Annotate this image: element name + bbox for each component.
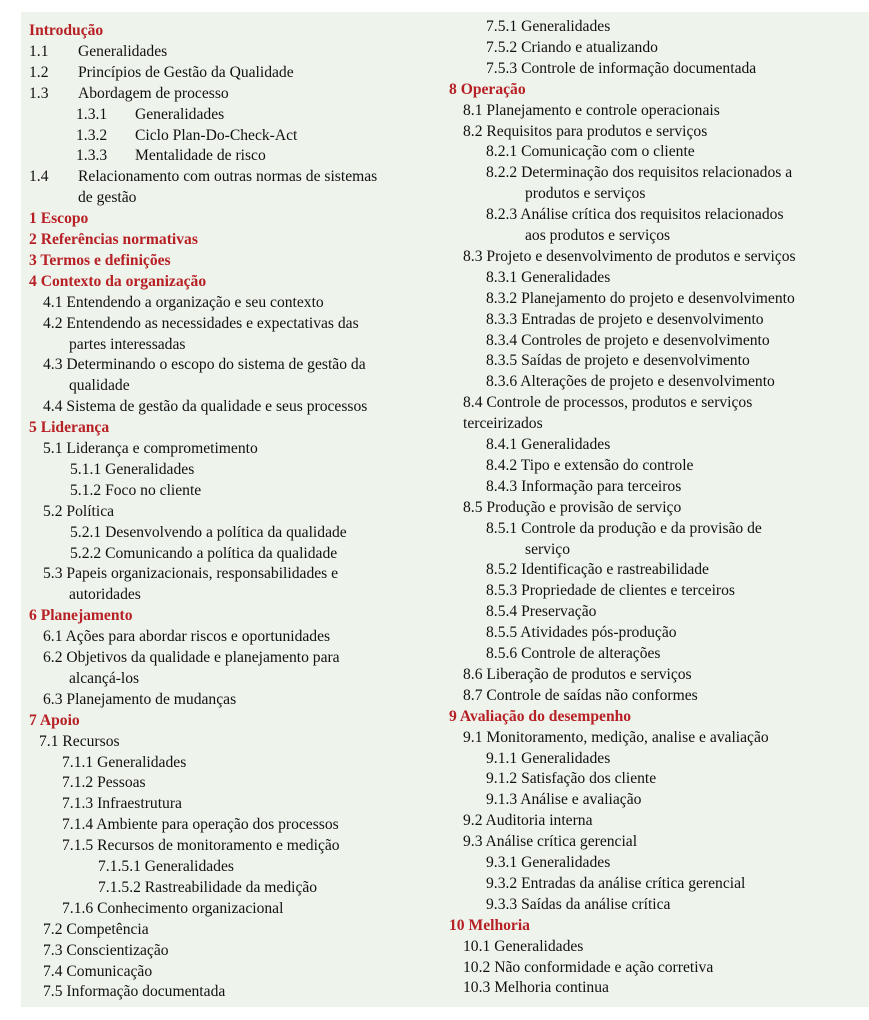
- toc-entry: 8.5.4 Preservação: [486, 603, 597, 621]
- toc-entry: 9.3.1 Generalidades: [486, 854, 611, 871]
- toc-entry: 8.3.2 Planejamento do projeto e desenvolvimento: [486, 289, 795, 307]
- toc-entry: [76, 145, 266, 166]
- toc-entry: 10.1 Generalidades: [463, 937, 584, 955]
- toc-entry: 4.3 Determinando o escopo do sistema de gestão da: [43, 356, 366, 374]
- toc-entry: 8.5.6 Controle de alterações: [486, 645, 661, 662]
- toc-entry: 8.3.4 Controles de projeto e desenvolvimento: [486, 331, 770, 349]
- section-heading: Introdução: [29, 22, 104, 39]
- toc-entry: 7.1 Recursos: [39, 732, 120, 750]
- section-heading: 6 Planejamento: [29, 607, 133, 625]
- toc-entry: 7.5.3 Controle de informação documentada: [486, 59, 757, 77]
- toc-entry: [29, 41, 167, 62]
- toc-entry: [29, 83, 229, 104]
- section-heading: 8 Operação: [449, 80, 526, 98]
- toc-entry-number: 1.1: [29, 42, 49, 60]
- toc-entry-number: 1.4: [29, 168, 49, 186]
- toc-entry-number: 1.3.1: [76, 105, 108, 123]
- toc-entry: 5.1.1 Generalidades: [70, 460, 195, 478]
- toc-entry: 10.2 Não conformidade e ação corretiva: [463, 958, 714, 976]
- toc-entry: 7.1.5.2 Rastreabilidade da medição: [98, 878, 318, 896]
- toc-entry: 7.1.4 Ambiente para operação dos processos: [62, 816, 339, 834]
- toc-entry: 4.1 Entendendo a organização e seu contexto: [43, 293, 324, 311]
- toc-entry: 8.2.2 Determinação dos requisitos relacionados a: [486, 164, 793, 182]
- toc-entry: 9.1.1 Generalidades: [486, 749, 611, 767]
- section-heading: 9 Avaliação do desempenho: [449, 707, 632, 725]
- toc-entry-label: Ciclo Plan-Do-Check-Act: [135, 126, 298, 144]
- toc-entry: 9.3.3 Saídas da análise crítica: [486, 895, 671, 913]
- toc-entry: 5.3 Papeis organizacionais, responsabilidades e: [43, 565, 339, 583]
- toc-entry: 8.4.2 Tipo e extensão do controle: [486, 456, 694, 474]
- toc-entry: 8.3.1 Generalidades: [486, 268, 611, 286]
- toc-entry: 8.5.3 Propriedade de clientes e terceiros: [486, 582, 735, 600]
- toc-entry-continuation: produtos e serviços: [525, 185, 646, 203]
- toc-entry: 5.1 Liderança e comprometimento: [43, 440, 258, 457]
- toc-entry-number: 1.3.3: [76, 147, 108, 165]
- toc-entry: 8.7 Controle de saídas não conformes: [463, 686, 698, 704]
- toc-entry: 8.3.6 Alterações de projeto e desenvolvimento: [486, 373, 775, 391]
- toc-entry: 8.4.3 Informação para terceiros: [486, 477, 682, 495]
- toc-entry-continuation: terceirizados: [463, 415, 543, 433]
- toc-entry: 9.1.2 Satisfação dos cliente: [486, 770, 657, 788]
- toc-entry-continuation: aos produtos e serviços: [525, 227, 671, 244]
- toc-entry: 8.6 Liberação de produtos e serviços: [463, 665, 692, 683]
- toc-entry: 8.3.3 Entradas de projeto e desenvolvimento: [486, 310, 764, 328]
- toc-entry: 6.1 Ações para abordar riscos e oportunidades: [43, 628, 331, 646]
- toc-entry: 8.3.5 Saídas de projeto e desenvolvimento: [486, 352, 750, 370]
- toc-entry: 8.2.3 Análise crítica dos requisitos relacionados: [486, 206, 784, 224]
- toc-page: [21, 12, 869, 1007]
- toc-entry-continuation: de gestão: [78, 189, 137, 207]
- toc-entry: [76, 104, 224, 125]
- toc-entry: 5.1.2 Foco no cliente: [70, 481, 202, 499]
- section-heading: 7 Apoio: [29, 711, 80, 729]
- toc-entry-number: 1.3: [29, 84, 49, 102]
- toc-entry: 7.1.2 Pessoas: [62, 774, 146, 792]
- toc-entry: 5.2.2 Comunicando a política da qualidade: [70, 544, 338, 562]
- toc-entry: 4.4 Sistema de gestão da qualidade e seus processos: [43, 398, 368, 416]
- toc-entry: 8.2.1 Comunicação com o cliente: [486, 143, 695, 161]
- toc-entry: 6.3 Planejamento de mudanças: [43, 690, 237, 708]
- toc-entry: 7.2 Competência: [43, 920, 149, 938]
- toc-entry: 7.1.3 Infraestrutura: [62, 795, 182, 813]
- toc-entry-continuation: alcançá-los: [69, 669, 140, 687]
- toc-entry: 4.2 Entendendo as necessidades e expectativas das: [43, 314, 359, 332]
- toc-entry-label: Princípios de Gestão da Qualidade: [78, 63, 294, 81]
- toc-entry: [76, 125, 297, 146]
- toc-entry: 7.5 Informação documentada: [43, 983, 226, 1001]
- toc-entry: 7.3 Conscientização: [43, 941, 169, 959]
- toc-entry-label: Generalidades: [135, 105, 225, 123]
- toc-entry: 7.1.1 Generalidades: [62, 753, 187, 771]
- toc-entry: 7.1.5.1 Generalidades: [98, 858, 234, 875]
- section-heading: 3 Termos e definições: [29, 251, 171, 269]
- toc-entry-continuation: autoridades: [69, 586, 141, 604]
- toc-entry: 9.3.2 Entradas da análise crítica gerencial: [486, 874, 746, 892]
- toc-entry-label: Abordagem de processo: [78, 84, 229, 102]
- toc-entry: 9.3 Análise crítica gerencial: [463, 833, 638, 851]
- toc-entry: 7.5.2 Criando e atualizando: [486, 38, 658, 56]
- toc-entry-continuation: serviço: [525, 540, 571, 558]
- section-heading: 2 Referências normativas: [29, 231, 198, 248]
- toc-entry: 7.1.5 Recursos de monitoramento e medição: [62, 837, 340, 855]
- toc-entry: 7.5.1 Generalidades: [486, 18, 611, 35]
- toc-entry-number: 1.3.2: [76, 126, 108, 144]
- toc-entry-label: Mentalidade de risco: [135, 147, 266, 165]
- toc-entry: 8.2 Requisitos para produtos e serviços: [463, 122, 708, 140]
- toc-entry: 6.2 Objetivos da qualidade e planejamento para: [43, 649, 340, 666]
- toc-entry: 10.3 Melhoria continua: [463, 979, 609, 997]
- toc-entry: 8.5.5 Atividades pós-produção: [486, 624, 677, 642]
- section-heading: 10 Melhoria: [449, 916, 530, 934]
- toc-entry: 8.5.2 Identificação e rastreabilidade: [486, 561, 709, 579]
- toc-entry-continuation: qualidade: [69, 377, 130, 395]
- toc-entry: 7.4 Comunicação: [43, 962, 153, 980]
- toc-entry: 9.1 Monitoramento, medição, analise e avaliação: [463, 728, 769, 746]
- toc-entry: 8.4 Controle de processos, produtos e serviços: [463, 394, 753, 412]
- section-heading: 1 Escopo: [29, 210, 89, 228]
- toc-entry: 5.2 Política: [43, 502, 115, 520]
- toc-entry: 9.1.3 Análise e avaliação: [486, 791, 642, 809]
- toc-entry: 8.5 Produção e provisão de serviço: [463, 498, 682, 516]
- toc-entry: 8.1 Planejamento e controle operacionais: [463, 101, 720, 119]
- toc-entry: 8.3 Projeto e desenvolvimento de produtos e serviços: [463, 247, 796, 265]
- toc-entry: 9.2 Auditoria interna: [463, 812, 593, 830]
- toc-entry: 5.2.1 Desenvolvendo a política da qualidade: [70, 523, 347, 541]
- toc-entry: 7.1.6 Conhecimento organizacional: [62, 899, 284, 917]
- toc-entry: 8.5.1 Controle da produção e da provisão de: [486, 519, 762, 537]
- toc-entry-continuation: partes interessadas: [69, 335, 186, 353]
- toc-entry: 8.4.1 Generalidades: [486, 436, 611, 453]
- toc-entry-number: 1.2: [29, 63, 49, 81]
- toc-entry-label: Generalidades: [78, 42, 168, 60]
- toc-entry: [29, 62, 294, 83]
- toc-entry: [29, 166, 377, 187]
- section-heading: 4 Contexto da organização: [29, 272, 207, 290]
- toc-entry-label: Relacionamento com outras normas de sistemas: [78, 168, 378, 186]
- section-heading: 5 Liderança: [29, 419, 110, 437]
